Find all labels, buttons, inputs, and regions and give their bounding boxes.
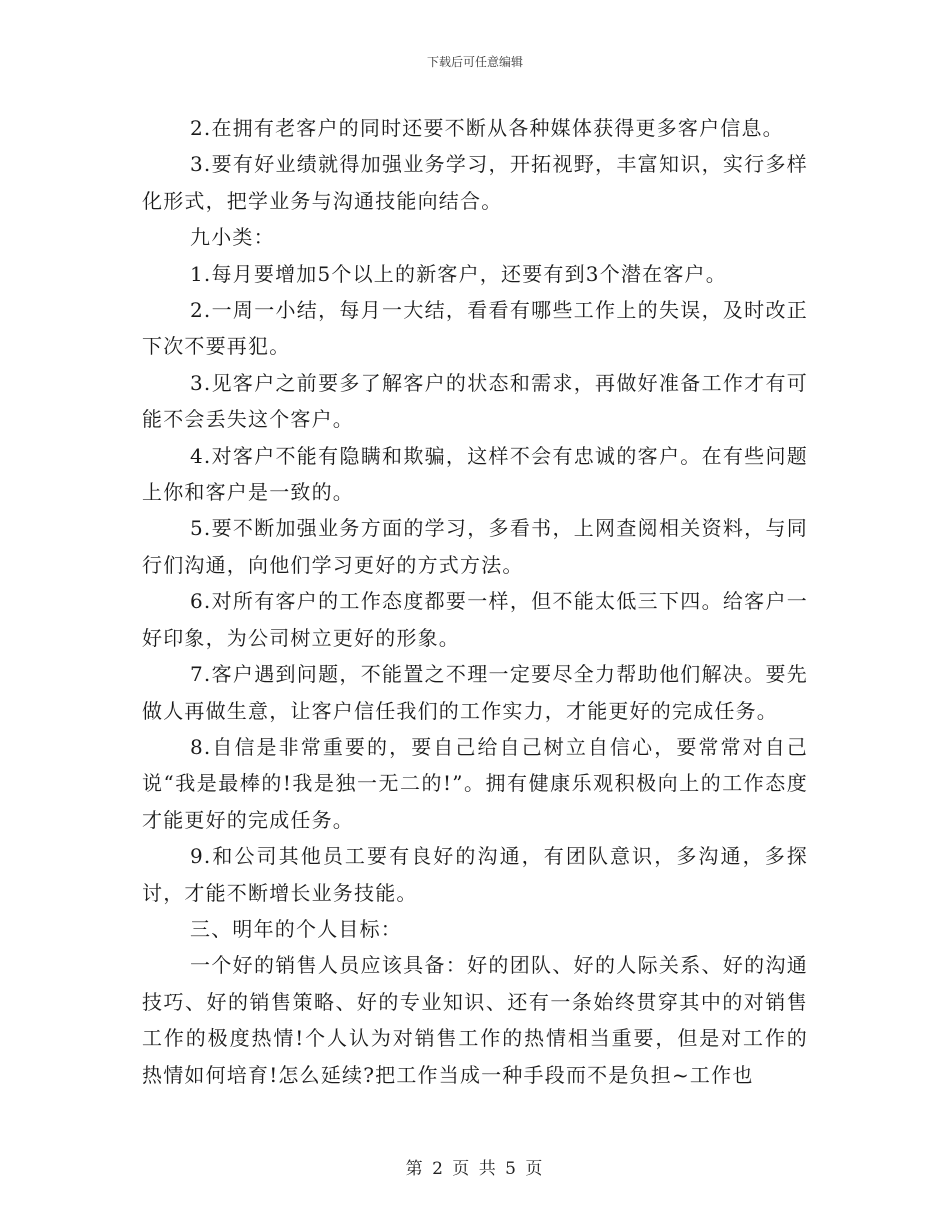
section-heading: 三、明年的个人目标： (190, 916, 402, 941)
paragraph: 6.对所有客户的工作态度都要一样，但不能太低三下四。给客户一好印象，为公司树立更好的形象。 (142, 589, 808, 650)
paragraph: 2.一周一小结，每月一大结，看看有哪些工作上的失误，及时改正下次不要再犯。 (142, 298, 808, 359)
page-footer: 第 2 页 共 5 页 (405, 1159, 545, 1179)
page-header: 下载后可任意编辑 (426, 55, 523, 69)
paragraph: 1.每月要增加5个以上的新客户，还要有到3个潜在客户。 (190, 261, 727, 286)
paragraph: 4.对客户不能有隐瞒和欺骗，这样不会有忠诚的客户。在有些问题上你和客户是一致的。 (142, 443, 808, 505)
paragraph: 7.客户遇到问题，不能置之不理一定要尽全力帮助他们解决。要先做人再做生意，让客户信任我们的工作实力，才能更好的完成任务。 (142, 662, 808, 723)
section-heading: 九小类： (190, 225, 275, 250)
paragraph: 3.要有好业绩就得加强业务学习，开拓视野，丰富知识，实行多样化形式，把学业务与沟通技能向结合。 (142, 152, 808, 213)
document-body (142, 110, 808, 1093)
paragraph: 一个好的销售人员应该具备：好的团队、好的人际关系、好的沟通技巧、好的销售策略、好的专业知识、还有一条始终贯穿其中的对销售工作的极度热情!个人认为对销售工作的热情相当重要，但是对工作的热情如何培育!怎么延续?把工作当成一种手段而不是负担~工作也 (142, 953, 808, 1087)
paragraph: 8.自信是非常重要的，要自己给自己树立自信心，要常常对自己说“我是最棒的!我是独一无二的!”。拥有健康乐观积极向上的工作态度才能更好的完成任务。 (142, 734, 808, 832)
paragraph: 3.见客户之前要多了解客户的状态和需求，再做好准备工作才有可能不会丢失这个客户。 (142, 370, 808, 432)
paragraph: 5.要不断加强业务方面的学习，多看书，上网查阅相关资料，与同行们沟通，向他们学习更好的方式方法。 (142, 516, 808, 577)
paragraph: 2.在拥有老客户的同时还要不断从各种媒体获得更多客户信息。 (190, 116, 784, 140)
paragraph: 9.和公司其他员工要有良好的沟通，有团队意识，多沟通，多探讨，才能不断增长业务技能。 (142, 844, 808, 905)
